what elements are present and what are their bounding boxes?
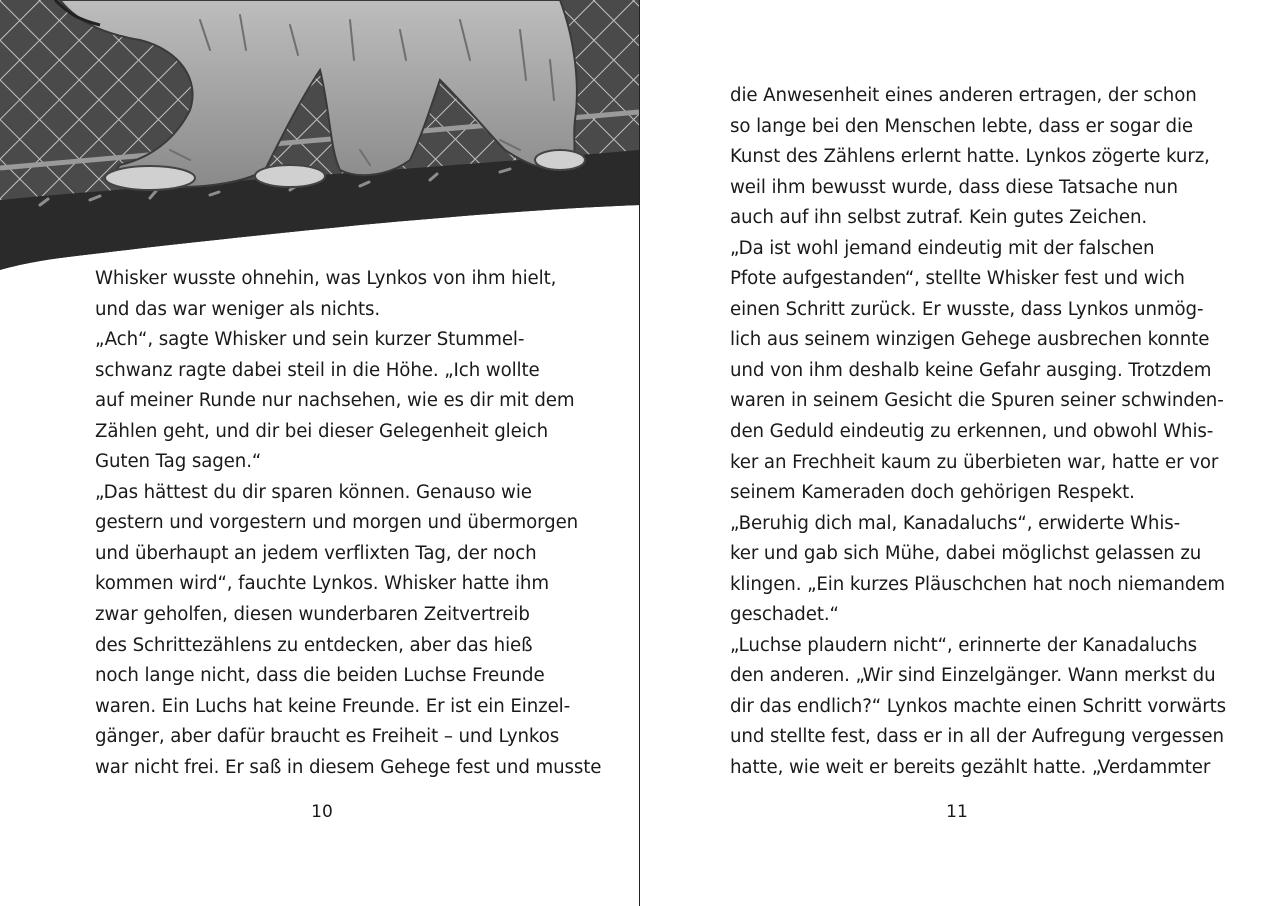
text-line: Kunst des Zählens erlernt hatte. Lynkos zögerte kurz, bbox=[730, 146, 1210, 168]
text-line: und überhaupt an jedem verflixten Tag, der noch bbox=[95, 542, 537, 564]
text-line: waren in seinem Gesicht die Spuren seiner schwinden- bbox=[730, 390, 1224, 412]
text-line: „Beruhig dich mal, Kanadaluchs“, erwiderte Whis- bbox=[730, 512, 1181, 534]
text-line: war nicht frei. Er saß in diesem Gehege fest und musste bbox=[95, 756, 602, 778]
text-line: Pfote aufgestanden“, stellte Whisker fest und wich bbox=[730, 268, 1185, 290]
text-line: des Schrittezählens zu entdecken, aber das hieß bbox=[95, 634, 533, 656]
text-line: Whisker wusste ohnehin, was Lynkos von ihm hielt, bbox=[95, 268, 557, 289]
text-line: auch auf ihn selbst zutraf. Kein gutes Zeichen. bbox=[730, 207, 1148, 229]
page-number: 11 bbox=[946, 802, 968, 822]
text-line: ker an Frechheit kaum zu überbieten war, hatte er vor bbox=[730, 451, 1219, 473]
text-line: den anderen. „Wir sind Einzelgänger. Wann merkst du bbox=[730, 665, 1216, 687]
text-line: schwanz ragte dabei steil in die Höhe. „Ich wollte bbox=[95, 359, 540, 381]
text-line: gestern und vorgestern und morgen und übermorgen bbox=[95, 512, 579, 534]
text-line: ker und gab sich Mühe, dabei möglichst gelassen zu bbox=[730, 543, 1202, 565]
text-line: geschadet.“ bbox=[730, 604, 839, 626]
text-line: gänger, aber dafür braucht es Freiheit – und Lynkos bbox=[95, 726, 560, 748]
text-line: kommen wird“, fauchte Lynkos. Whisker hatte ihm bbox=[95, 573, 549, 595]
text-line: einen Schritt zurück. Er wusste, dass Lynkos unmög- bbox=[730, 298, 1204, 320]
text-line: und stellte fest, dass er in all der Aufregung vergessen bbox=[730, 726, 1224, 748]
text-line: hatte, wie weit er bereits gezählt hatte. „Verdammter bbox=[730, 757, 1211, 779]
right-page-text bbox=[730, 81, 1226, 784]
text-line: waren. Ein Luchs hat keine Freunde. Er ist ein Einzel- bbox=[95, 695, 571, 717]
text-line: und von ihm deshalb keine Gefahr ausging. Trotzdem bbox=[730, 359, 1212, 381]
text-line: Zählen geht, und dir bei dieser Gelegenheit gleich bbox=[95, 420, 548, 442]
text-line: noch lange nicht, dass die beiden Luchse Freunde bbox=[95, 665, 545, 687]
text-line: „Ach“, sagte Whisker und sein kurzer Stummel- bbox=[95, 329, 525, 351]
right-page bbox=[640, 0, 1278, 906]
page-number: 10 bbox=[311, 802, 333, 822]
text-line: klingen. „Ein kurzes Pläuschchen hat noch niemandem bbox=[730, 573, 1226, 595]
text-line: zwar geholfen, diesen wunderbaren Zeitvertreib bbox=[95, 604, 530, 626]
text-line: auf meiner Runde nur nachsehen, wie es dir mit dem bbox=[95, 390, 575, 412]
text-line: seinem Kameraden doch gehörigen Respekt. bbox=[730, 482, 1135, 504]
text-line: dir das endlich?“ Lynkos machte einen Schritt vorwärts bbox=[730, 695, 1227, 717]
text-line: weil ihm bewusst wurde, dass diese Tatsache nun bbox=[730, 176, 1178, 198]
text-line: „Luchse plaudern nicht“, erinnerte der Kanadaluchs bbox=[730, 634, 1198, 656]
text-line: „Da ist wohl jemand eindeutig mit der falschen bbox=[730, 237, 1155, 259]
text-line: die Anwesenheit eines anderen ertragen, der schon bbox=[730, 85, 1197, 106]
text-line: „Das hättest du dir sparen können. Genauso wie bbox=[95, 481, 532, 503]
text-line: Guten Tag sagen.“ bbox=[95, 451, 262, 473]
text-line: den Geduld eindeutig zu erkennen, und obwohl Whis- bbox=[730, 421, 1214, 443]
text-line: so lange bei den Menschen lebte, dass er sogar die bbox=[730, 115, 1194, 137]
text-line: und das war weniger als nichts. bbox=[95, 298, 381, 320]
lynx-fence-illustration bbox=[0, 0, 639, 272]
left-page-text bbox=[95, 264, 601, 783]
text-line: lich aus seinem winzigen Gehege ausbrechen konnte bbox=[730, 329, 1210, 351]
